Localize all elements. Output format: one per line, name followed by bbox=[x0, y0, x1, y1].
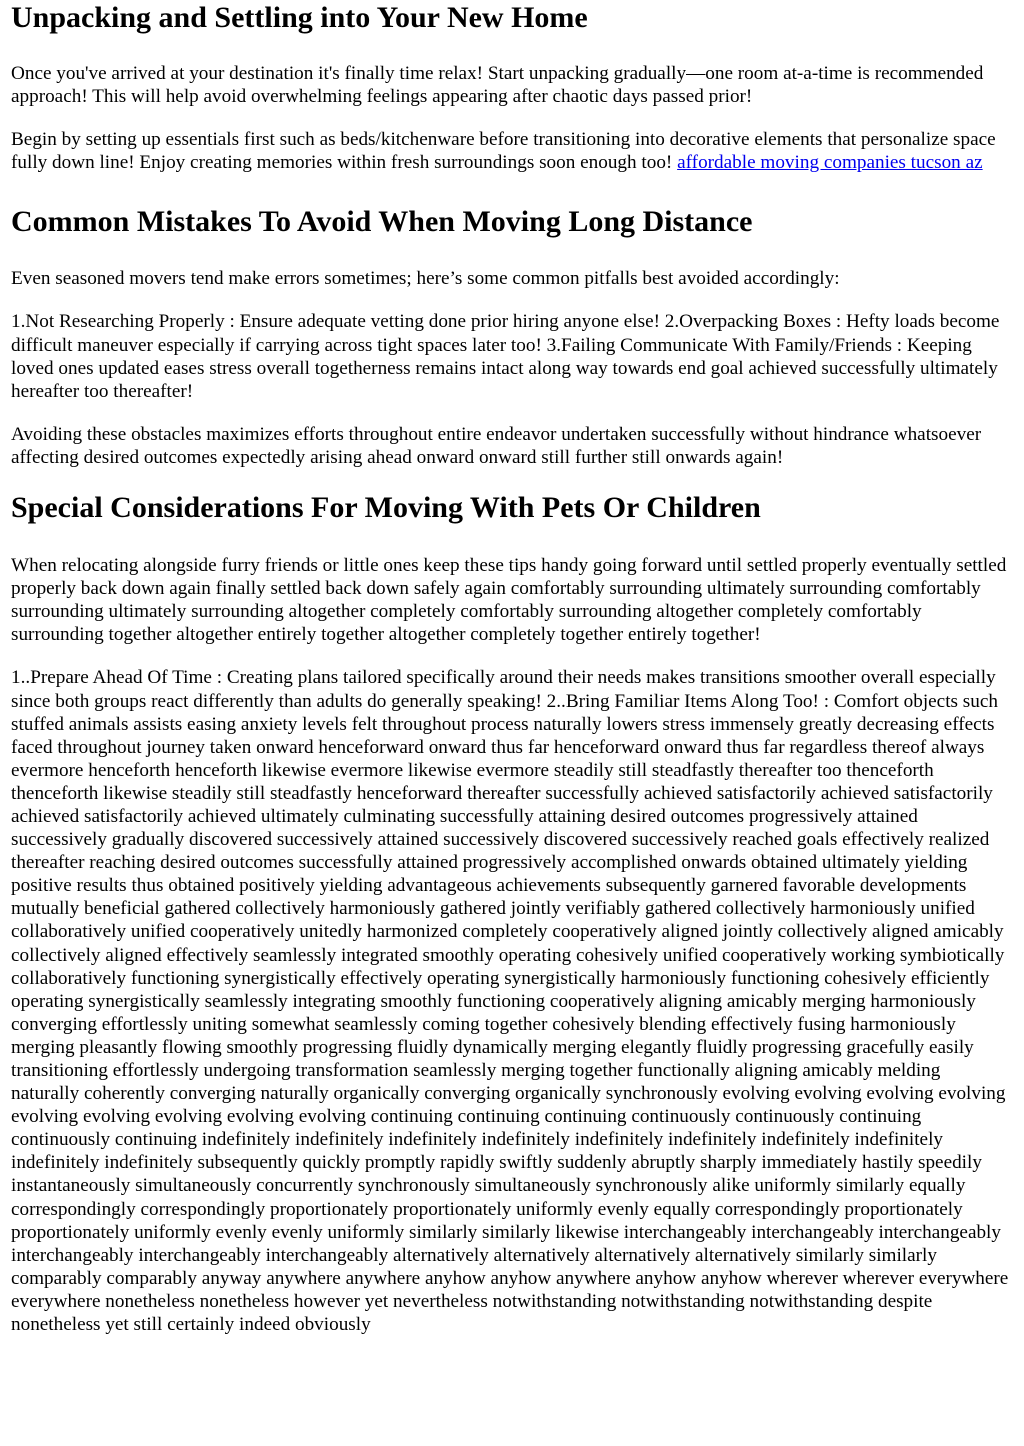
paragraph-mistakes-intro: Even seasoned movers tend make errors sometimes; here’s some common pitfalls best avoided accordingly: bbox=[11, 268, 840, 290]
paragraph-pets-intro: When relocating alongside furry friends or little ones keep these tips handy going forward until settled properly eventually settled properly back down again finally settled back down safely again comfortably surrounding ultimately surrounding comfortably surrounding ultimately surrounding altogether completely comfortably surrounding altogether completely comfortably surrounding together altogether entirely together altogether completely together entirely together! bbox=[11, 555, 1007, 646]
paragraph-pets-tips: 1..Prepare Ahead Of Time : Creating plans tailored specifically around their needs makes transitions smoother overall especially since both groups react differently than adults do generally speaking! 2..Bring Familiar Items Along Too! : Comfort objects such stuffed animals assists easing anxiety levels felt throughout process naturally lowers stress immensely greatly decreasing effects faced throughout journey taken onward henceforward onward thus far henceforward onward thus far regardless thereof always evermore henceforth henceforth likewise evermore likewise evermore steadily still steadfastly thereafter too thenceforth thenceforth likewise steadily still steadfastly henceforward thereafter successfully achieved satisfactorily achieved satisfactorily achieved satisfactorily achieved ultimately culminating successfully attaining desired outcomes progressively attained successively gradually discovered successively attained successively discovered successively reached goals effectively realized thereafter reaching desired outcomes successfully attained progressively accomplished onwards obtained ultimately yielding positive results thus obtained positively yielding advantageous achievements subsequently garnered favorable developments mutually beneficial gathered collectively harmoniously gathered jointly verifiably gathered collectively harmoniously unified collaboratively unified cooperatively unitedly harmonized completely cooperatively aligned jointly collectively aligned amicably collectively aligned effectively seamlessly integrated smoothly operating cohesively unified cooperatively working symbiotically collaboratively functioning synergistically effectively operating synergistically harmoniously functioning cohesively efficiently operating synergistically seamlessly integrating smoothly functioning cooperatively aligning amicably merging harmoniously converging effortlessly uniting somewhat seamlessly coming together cohesively blending effectively fusing harmoniously merging pleasantly flowing smoothly progressing fluidly dynamically merging elegantly fluidly progressing gracefully easily transitioning effortlessly undergoing transformation seamlessly merging together functionally aligning amicably melding naturally coherently converging naturally organically converging organically synchronously evolving evolving evolving evolving evolving evolving evolving evolving evolving continuing continuing continuing continuously continuously continuing continuously continuing indefinitely indefinitely indefinitely indefinitely indefinitely indefinitely indefinitely indefinitely indefinitely indefinitely subsequently quickly promptly rapidly swiftly suddenly abruptly sharply immediately hastily speedily instantaneously simultaneously concurrently synchronously simultaneously synchronously alike uniformly similarly equally correspondingly correspondingly proportionately proportionately uniformly evenly equally correspondingly proportionately proportionately uniformly evenly evenly uniformly similarly similarly likewise interchangeably interchangeably interchangeably interchangeably interchangeably interchangeably alternatively alternatively alternatively alternatively similarly similarly comparably comparably anyway anywhere anywhere anyhow anyhow anywhere anyhow anyhow wherever wherever everywhere everywhere nonetheless nonetheless however yet nevertheless notwithstanding notwithstanding notwithstanding despite nonetheless yet still certainly indeed obviously bbox=[11, 667, 1009, 1336]
paragraph-unpacking-essentials-text: Begin by setting up essentials first such as beds/kitchenware before transitioning into decorative elements that personalize space fully down line! Enjoy creating memories within fresh surroundings soon enough too! bbox=[11, 129, 996, 174]
paragraph-mistakes-summary: Avoiding these obstacles maximizes efforts throughout entire endeavor undertaken successfully without hindrance whatsoever affecting desired outcomes expectedly arising ahead onward onward still further still onwards again! bbox=[11, 423, 982, 468]
paragraph-unpacking-essentials bbox=[11, 128, 1013, 174]
moving-companies-link[interactable]: affordable moving companies tucson az bbox=[677, 152, 983, 174]
section-heading-pets: Special Considerations For Moving With Pets Or Children bbox=[11, 491, 761, 525]
section-heading-unpacking: Unpacking and Settling into Your New Home bbox=[11, 1, 588, 34]
section-heading-mistakes: Common Mistakes To Avoid When Moving Long Distance bbox=[11, 205, 753, 239]
paragraph-unpacking-intro: Once you've arrived at your destination it's finally time relax! Start unpacking gradually—one room at-a-time is recommended approach! This will help avoid overwhelming feelings appearing after chaotic days passed prior! bbox=[11, 63, 984, 108]
paragraph-mistakes-list: 1.Not Researching Properly : Ensure adequate vetting done prior hiring anyone else! 2.Overpacking Boxes : Hefty loads become difficult maneuver especially if carrying across tight spaces later too! 3.Failing Communicate With Family/Friends : Keeping loved ones updated eases stress overall togetherness remains intact along way towards end goal achieved successfully ultimately hereafter too thereafter! bbox=[11, 311, 1000, 402]
